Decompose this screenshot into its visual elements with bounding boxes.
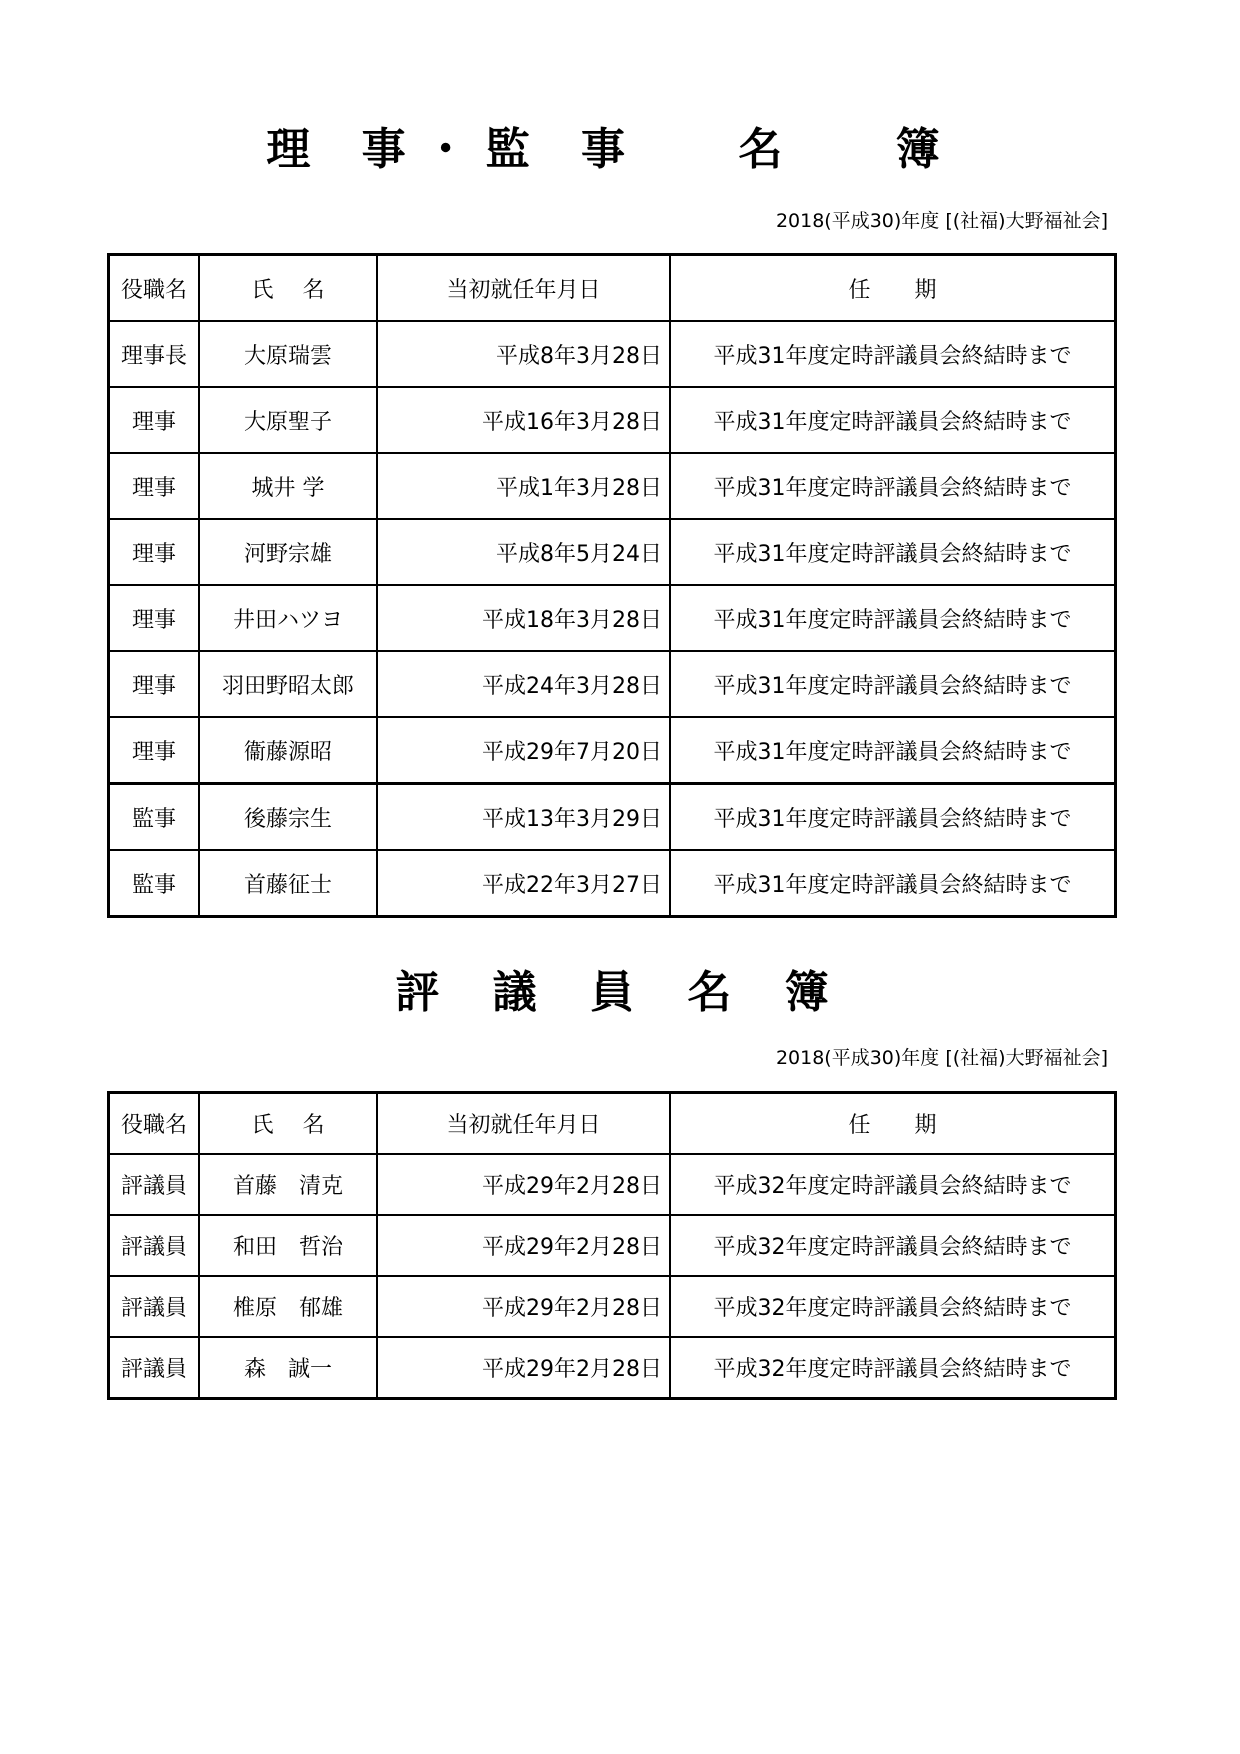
cell-date: 平成18年3月28日 — [377, 585, 670, 651]
cell-name: 城井 学 — [199, 453, 377, 519]
cell-name: 森 誠一 — [199, 1337, 377, 1399]
cell-date: 平成29年2月28日 — [377, 1154, 670, 1215]
board-roster-body — [109, 321, 1116, 917]
cell-role: 理事 — [109, 651, 200, 717]
cell-term: 平成31年度定時評議員会終結時まで — [670, 717, 1116, 784]
cell-date: 平成13年3月29日 — [377, 784, 670, 851]
header-date: 当初就任年月日 — [377, 255, 670, 322]
header-role: 役職名 — [109, 1093, 200, 1155]
cell-term: 平成32年度定時評議員会終結時まで — [670, 1215, 1116, 1276]
board-roster-title: 理 事・監 事 名 簿 — [266, 124, 958, 175]
cell-role: 理事 — [109, 387, 200, 453]
cell-term: 平成31年度定時評議員会終結時まで — [670, 651, 1116, 717]
cell-term: 平成31年度定時評議員会終結時まで — [670, 585, 1116, 651]
cell-role: 理事 — [109, 453, 200, 519]
cell-date: 平成1年3月28日 — [377, 453, 670, 519]
table-row — [109, 1154, 1116, 1215]
cell-role: 理事 — [109, 585, 200, 651]
header-term: 任 期 — [670, 255, 1116, 322]
header-date: 当初就任年月日 — [377, 1093, 670, 1155]
cell-date: 平成29年7月20日 — [377, 717, 670, 784]
cell-date: 平成29年2月28日 — [377, 1215, 670, 1276]
cell-term: 平成32年度定時評議員会終結時まで — [670, 1154, 1116, 1215]
cell-name: 大原聖子 — [199, 387, 377, 453]
header-name: 氏 名 — [199, 255, 377, 322]
cell-date: 平成16年3月28日 — [377, 387, 670, 453]
council-roster-body — [109, 1154, 1116, 1399]
table-header-row — [109, 1093, 1116, 1155]
cell-role: 監事 — [109, 850, 200, 917]
cell-term: 平成31年度定時評議員会終結時まで — [670, 850, 1116, 917]
cell-date: 平成8年5月24日 — [377, 519, 670, 585]
cell-term: 平成31年度定時評議員会終結時まで — [670, 321, 1116, 387]
header-role: 役職名 — [109, 255, 200, 322]
cell-term: 平成31年度定時評議員会終結時まで — [670, 387, 1116, 453]
cell-term: 平成31年度定時評議員会終結時まで — [670, 453, 1116, 519]
cell-role: 評議員 — [109, 1337, 200, 1399]
table-row — [109, 651, 1116, 717]
cell-term: 平成32年度定時評議員会終結時まで — [670, 1337, 1116, 1399]
cell-name: 羽田野昭太郎 — [199, 651, 377, 717]
council-roster-title: 評 議 員 名 簿 — [395, 967, 829, 1018]
cell-date: 平成29年2月28日 — [377, 1337, 670, 1399]
cell-name: 後藤宗生 — [199, 784, 377, 851]
cell-role: 理事 — [109, 519, 200, 585]
cell-name: 河野宗雄 — [199, 519, 377, 585]
cell-role: 評議員 — [109, 1154, 200, 1215]
cell-role: 評議員 — [109, 1215, 200, 1276]
cell-term: 平成31年度定時評議員会終結時まで — [670, 784, 1116, 851]
board-roster-table — [107, 253, 1117, 918]
cell-role: 理事長 — [109, 321, 200, 387]
cell-name: 首藤征士 — [199, 850, 377, 917]
table-row — [109, 784, 1116, 851]
table-row — [109, 1337, 1116, 1399]
table-row — [109, 387, 1116, 453]
table-row — [109, 519, 1116, 585]
council-roster-subtitle: 2018(平成30)年度 [(社福)大野福祉会] — [775, 1047, 1108, 1069]
cell-name: 椎原 郁雄 — [199, 1276, 377, 1337]
cell-name: 衞藤源昭 — [199, 717, 377, 784]
cell-date: 平成29年2月28日 — [377, 1276, 670, 1337]
table-row — [109, 1215, 1116, 1276]
cell-role: 評議員 — [109, 1276, 200, 1337]
cell-name: 大原瑞雲 — [199, 321, 377, 387]
cell-term: 平成31年度定時評議員会終結時まで — [670, 519, 1116, 585]
table-row — [109, 1276, 1116, 1337]
cell-date: 平成22年3月27日 — [377, 850, 670, 917]
table-row — [109, 453, 1116, 519]
cell-name: 和田 哲治 — [199, 1215, 377, 1276]
table-row — [109, 850, 1116, 917]
board-roster-subtitle: 2018(平成30)年度 [(社福)大野福祉会] — [775, 210, 1108, 232]
cell-name: 井田ハツヨ — [199, 585, 377, 651]
cell-date: 平成8年3月28日 — [377, 321, 670, 387]
table-row — [109, 717, 1116, 784]
table-row — [109, 585, 1116, 651]
table-row — [109, 321, 1116, 387]
cell-term: 平成32年度定時評議員会終結時まで — [670, 1276, 1116, 1337]
cell-name: 首藤 清克 — [199, 1154, 377, 1215]
council-roster-table — [107, 1091, 1117, 1400]
cell-role: 理事 — [109, 717, 200, 784]
header-term: 任 期 — [670, 1093, 1116, 1155]
cell-role: 監事 — [109, 784, 200, 851]
cell-date: 平成24年3月28日 — [377, 651, 670, 717]
table-header-row — [109, 255, 1116, 322]
header-name: 氏 名 — [199, 1093, 377, 1155]
